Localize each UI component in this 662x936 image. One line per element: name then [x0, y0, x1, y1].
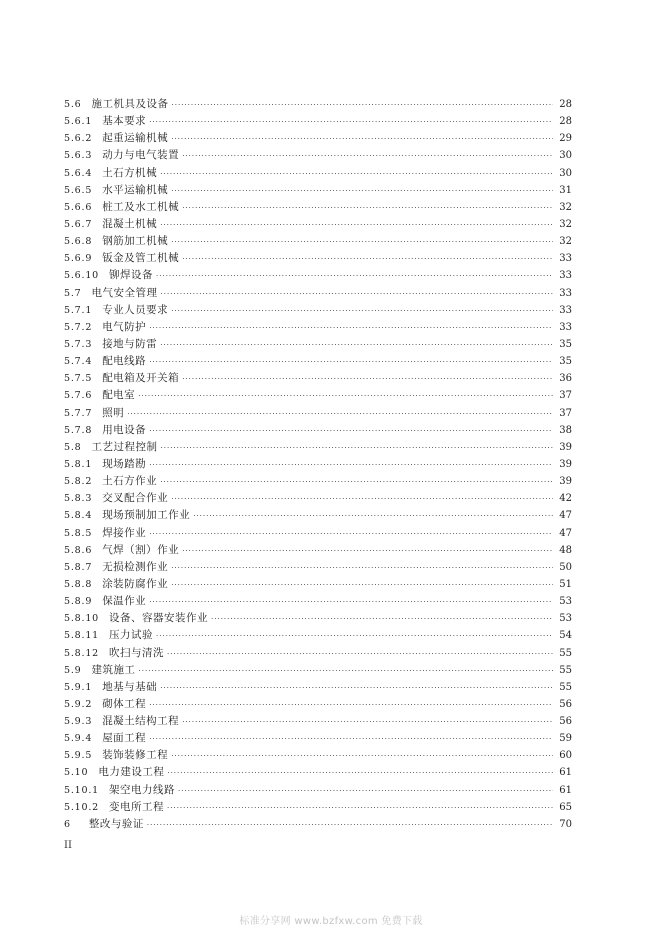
- toc-entry-number: 5.10.1: [64, 784, 100, 796]
- toc-entry-number: 5.9.2: [64, 698, 93, 710]
- toc-entry: [64, 233, 572, 250]
- toc-entry-page: 61: [559, 784, 572, 796]
- toc-entry-title: 配电箱及开关箱: [102, 372, 180, 385]
- toc-entry-title: 混凝土机械: [102, 217, 158, 230]
- toc-entry-number: 5.9: [64, 664, 82, 676]
- toc-dot-leader: [149, 114, 553, 131]
- toc-dot-leader: [171, 560, 553, 577]
- toc-entry-title: 现场预制加工作业: [102, 509, 191, 522]
- toc-entry-page: 47: [559, 527, 572, 539]
- toc-entry-number: 5.9.5: [64, 750, 93, 762]
- toc-dot-leader: [149, 731, 553, 748]
- toc-entry-title: 压力试验: [109, 629, 154, 642]
- toc-dot-leader: [182, 371, 553, 388]
- toc-entry-number: 5.9.4: [64, 733, 93, 745]
- toc-entry-number: 5.7.4: [64, 356, 93, 368]
- toc-entry-title: 专业人员要求: [102, 303, 169, 316]
- toc-entry: [64, 182, 572, 199]
- toc-entry-number: 5.8.2: [64, 476, 93, 488]
- toc-entry-title: 配电室: [102, 389, 136, 402]
- toc-entry-title: 电气安全管理: [91, 286, 158, 299]
- toc-entry-page: 55: [559, 681, 572, 693]
- toc-entry-number: 5.6.7: [64, 218, 93, 230]
- toc-entry-title: 无损检测作业: [102, 560, 169, 573]
- toc-entry-title: 土石方机械: [102, 166, 158, 179]
- toc-entry-page: 38: [559, 424, 572, 436]
- toc-entry-title: 设备、容器安装作业: [109, 612, 209, 625]
- toc-entry-page: 33: [559, 270, 572, 282]
- toc-entry-number: 5.7.3: [64, 338, 93, 350]
- toc-entry-page: 37: [559, 407, 572, 419]
- toc-entry-number: 5.6.4: [64, 167, 93, 179]
- toc-entry-page: 33: [559, 287, 572, 299]
- toc-entry: [64, 764, 572, 781]
- toc-dot-leader: [171, 748, 553, 765]
- toc-dot-leader: [156, 628, 553, 645]
- toc-entry: [64, 525, 572, 542]
- toc-entry-page: 33: [559, 321, 572, 333]
- toc-entry-page: 39: [559, 476, 572, 488]
- table-of-contents: [64, 96, 572, 833]
- toc-entry-title: 整改与验证: [88, 817, 144, 830]
- toc-dot-leader: [149, 526, 553, 543]
- toc-entry: [64, 490, 572, 507]
- toc-entry-number: 5.7.2: [64, 321, 93, 333]
- toc-dot-leader: [161, 440, 553, 457]
- toc-entry: [64, 799, 572, 816]
- toc-dot-leader: [160, 217, 553, 234]
- toc-entry-page: 56: [559, 716, 572, 728]
- toc-entry-number: 5.7: [64, 287, 82, 299]
- toc-entry: [64, 696, 572, 713]
- toc-dot-leader: [149, 354, 553, 371]
- toc-entry-title: 保温作业: [102, 595, 147, 608]
- toc-entry-number: 5.9.3: [64, 716, 93, 728]
- toc-entry-number: 6: [64, 818, 71, 830]
- toc-entry-title: 土石方作业: [102, 475, 158, 488]
- toc-entry-title: 铆焊设备: [109, 269, 154, 282]
- toc-dot-leader: [211, 611, 553, 628]
- toc-entry-title: 水平运输机械: [102, 183, 169, 196]
- toc-dot-leader: [127, 406, 553, 423]
- toc-dot-leader: [171, 577, 553, 594]
- toc-dot-leader: [167, 800, 553, 817]
- toc-entry: [64, 370, 572, 387]
- toc-entry: [64, 593, 572, 610]
- toc-entry-title: 电力建设工程: [98, 766, 165, 779]
- toc-entry-number: 5.6.9: [64, 253, 93, 265]
- toc-entry-number: 5.8.3: [64, 493, 93, 505]
- toc-entry: [64, 662, 572, 679]
- toc-entry-number: 5.8.6: [64, 544, 93, 556]
- toc-entry: [64, 627, 572, 644]
- toc-entry-page: 36: [559, 373, 572, 385]
- toc-entry-page: 28: [559, 99, 572, 110]
- toc-entry: [64, 353, 572, 370]
- toc-entry-title: 配电线路: [102, 355, 147, 368]
- toc-entry: [64, 113, 572, 130]
- toc-dot-leader: [167, 646, 553, 663]
- toc-entry: [64, 507, 572, 524]
- watermark-text: 标准分享网 www.bzfxw.com 免费下载: [239, 916, 423, 927]
- toc-entry-number: 5.8.4: [64, 510, 93, 522]
- toc-entry-number: 5.7.5: [64, 373, 93, 385]
- toc-entry: [64, 782, 572, 799]
- toc-entry: [64, 713, 572, 730]
- toc-dot-leader: [149, 594, 553, 611]
- toc-entry-page: 32: [559, 236, 572, 248]
- toc-entry-number: 5.8.10: [64, 613, 100, 625]
- toc-entry-title: 地基与基础: [102, 680, 158, 693]
- toc-entry-title: 吹扫与清洗: [109, 646, 165, 659]
- toc-dot-leader: [193, 508, 553, 525]
- toc-entry-title: 用电设备: [102, 423, 147, 436]
- toc-entry-page: 35: [559, 338, 572, 350]
- toc-entry: [64, 267, 572, 284]
- toc-entry: [64, 456, 572, 473]
- toc-entry-title: 动力与电气装置: [102, 149, 180, 162]
- toc-entry-number: 5.8: [64, 441, 82, 453]
- toc-entry-title: 电气防护: [102, 320, 147, 333]
- toc-entry-page: 50: [559, 561, 572, 573]
- toc-entry-page: 48: [559, 544, 572, 556]
- toc-entry-number: 5.10.2: [64, 801, 100, 813]
- toc-entry-number: 5.8.11: [64, 630, 100, 642]
- toc-entry-page: 39: [559, 441, 572, 453]
- toc-entry-page: 32: [559, 201, 572, 213]
- toc-entry-number: 5.8.8: [64, 578, 93, 590]
- toc-entry-title: 屋面工程: [102, 732, 147, 745]
- toc-entry: [64, 645, 572, 662]
- toc-dot-leader: [182, 200, 553, 217]
- toc-dot-leader: [167, 765, 553, 782]
- toc-entry: [64, 730, 572, 747]
- toc-dot-leader: [160, 474, 553, 491]
- toc-entry-title: 气焊（割）作业: [102, 543, 180, 556]
- toc-dot-leader: [149, 697, 553, 714]
- toc-entry-page: 70: [559, 818, 572, 830]
- toc-dot-leader: [138, 388, 553, 405]
- toc-entry: [64, 422, 572, 439]
- toc-entry-title: 变电所工程: [109, 800, 165, 813]
- toc-entry-title: 起重运输机械: [102, 132, 169, 145]
- toc-entry-number: 5.6.2: [64, 133, 93, 145]
- toc-dot-leader: [156, 268, 553, 285]
- toc-entry-page: 51: [559, 578, 572, 590]
- toc-entry-number: 5.8.12: [64, 647, 100, 659]
- toc-entry-title: 交叉配合作业: [102, 492, 169, 505]
- toc-entry-page: 56: [559, 698, 572, 710]
- toc-entry-number: 5.8.1: [64, 458, 93, 470]
- toc-entry: [64, 216, 572, 233]
- toc-entry-page: 61: [559, 767, 572, 779]
- toc-entry-page: 31: [559, 184, 572, 196]
- toc-entry: [64, 336, 572, 353]
- toc-dot-leader: [172, 97, 553, 114]
- toc-entry-page: 37: [559, 390, 572, 402]
- toc-entry-page: 47: [559, 510, 572, 522]
- toc-entry-number: 5.7.1: [64, 304, 93, 316]
- toc-entry-page: 29: [559, 133, 572, 145]
- toc-entry-title: 现场踏勘: [102, 457, 147, 470]
- toc-entry: [64, 387, 572, 404]
- toc-dot-leader: [182, 251, 553, 268]
- toc-entry: [64, 130, 572, 147]
- toc-entry-title: 钢筋加工机械: [102, 235, 169, 248]
- toc-dot-leader: [147, 817, 553, 834]
- toc-entry-title: 桩工及水工机械: [102, 200, 180, 213]
- toc-entry-number: 5.6.3: [64, 150, 93, 162]
- toc-dot-leader: [139, 663, 553, 680]
- toc-entry-page: 60: [559, 750, 572, 762]
- toc-entry: [64, 816, 572, 833]
- toc-entry-page: 55: [559, 664, 572, 676]
- toc-dot-leader: [182, 148, 553, 165]
- toc-dot-leader: [149, 320, 553, 337]
- toc-entry-number: 5.8.7: [64, 561, 93, 573]
- toc-entry-title: 工艺过程控制: [91, 440, 158, 453]
- toc-entry-title: 架空电力线路: [109, 783, 176, 796]
- toc-entry-title: 基本要求: [102, 115, 147, 128]
- toc-entry-page: 30: [559, 150, 572, 162]
- toc-entry-page: 55: [559, 647, 572, 659]
- toc-entry-number: 5.7.8: [64, 424, 93, 436]
- toc-entry-page: 30: [559, 167, 572, 179]
- toc-dot-leader: [160, 166, 553, 183]
- toc-entry-title: 砌体工程: [102, 697, 147, 710]
- toc-dot-leader: [171, 491, 553, 508]
- toc-entry: [64, 559, 572, 576]
- toc-entry-number: 5.6.5: [64, 184, 93, 196]
- toc-entry-page: 28: [559, 116, 572, 128]
- toc-entry: [64, 319, 572, 336]
- toc-dot-leader: [171, 234, 553, 251]
- toc-dot-leader: [182, 543, 553, 560]
- toc-entry: [64, 147, 572, 164]
- toc-entry-page: 54: [559, 630, 572, 642]
- toc-entry-page: 35: [559, 356, 572, 368]
- toc-entry-number: 5.7.7: [64, 407, 93, 419]
- toc-entry-page: 33: [559, 304, 572, 316]
- page-number: II: [64, 840, 72, 851]
- toc-dot-leader: [149, 457, 553, 474]
- toc-entry: [64, 405, 572, 422]
- toc-entry-number: 5.8.5: [64, 527, 93, 539]
- toc-entry-page: 33: [559, 253, 572, 265]
- toc-entry-page: 39: [559, 458, 572, 470]
- toc-entry: [64, 250, 572, 267]
- toc-entry-number: 5.6.1: [64, 116, 93, 128]
- toc-entry-title: 装饰装修工程: [102, 749, 169, 762]
- toc-entry-number: 5.10: [64, 767, 89, 779]
- toc-entry-number: 5.9.1: [64, 681, 93, 693]
- toc-entry-page: 53: [559, 596, 572, 608]
- toc-entry-page: 42: [559, 493, 572, 505]
- toc-entry: [64, 610, 572, 627]
- toc-entry: [64, 473, 572, 490]
- toc-entry: [64, 302, 572, 319]
- toc-dot-leader: [161, 286, 553, 303]
- toc-entry-title: 照明: [102, 406, 125, 419]
- toc-entry-title: 混凝土结构工程: [102, 715, 180, 728]
- toc-entry-number: 5.6.10: [64, 270, 100, 282]
- toc-dot-leader: [171, 303, 553, 320]
- toc-dot-leader: [171, 131, 553, 148]
- toc-entry-number: 5.6.8: [64, 236, 93, 248]
- toc-dot-leader: [178, 783, 553, 800]
- toc-entry-number: 5.6.6: [64, 201, 93, 213]
- toc-dot-leader: [149, 423, 553, 440]
- toc-entry: [64, 679, 572, 696]
- toc-entry-title: 施工机具及设备: [91, 98, 169, 110]
- toc-entry-title: 接地与防雷: [102, 337, 158, 350]
- toc-entry-page: 65: [559, 801, 572, 813]
- toc-entry-page: 59: [559, 733, 572, 745]
- toc-entry-page: 53: [559, 613, 572, 625]
- toc-entry: [64, 747, 572, 764]
- toc-entry-title: 建筑施工: [91, 663, 136, 676]
- toc-entry: [64, 165, 572, 182]
- toc-dot-leader: [160, 337, 553, 354]
- toc-entry-number: 5.8.9: [64, 596, 93, 608]
- toc-entry-title: 焊接作业: [102, 526, 147, 539]
- toc-dot-leader: [171, 183, 553, 200]
- toc-entry-title: 涂装防腐作业: [102, 577, 169, 590]
- toc-entry: [64, 285, 572, 302]
- toc-entry: [64, 199, 572, 216]
- toc-entry: [64, 439, 572, 456]
- toc-dot-leader: [182, 714, 553, 731]
- toc-dot-leader: [160, 680, 553, 697]
- toc-entry-number: 5.7.6: [64, 390, 93, 402]
- toc-entry-title: 钣金及管工机械: [102, 252, 180, 265]
- toc-entry: [64, 96, 572, 113]
- toc-entry: [64, 576, 572, 593]
- toc-entry-number: 5.6: [64, 99, 82, 110]
- toc-entry: [64, 542, 572, 559]
- toc-entry-page: 32: [559, 218, 572, 230]
